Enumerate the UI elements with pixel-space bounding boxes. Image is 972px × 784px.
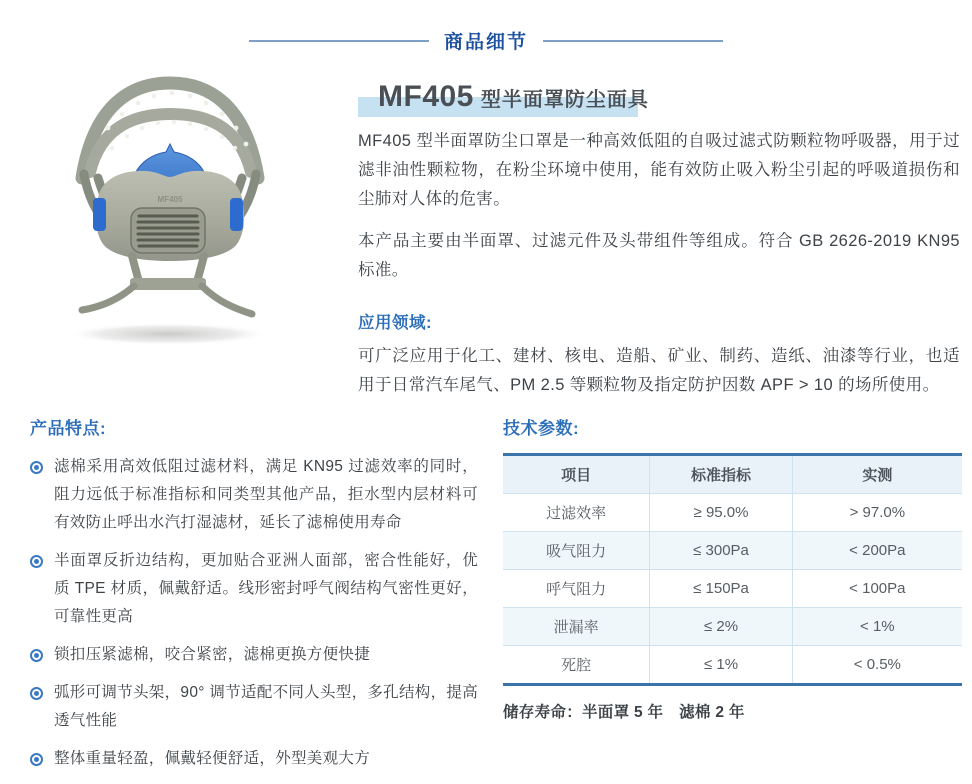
feature-item bbox=[30, 745, 478, 773]
feature-bullet-icon bbox=[30, 687, 43, 700]
specs-section bbox=[478, 414, 972, 783]
spec-cell: 吸气阻力 bbox=[503, 532, 650, 570]
spec-cell: ≤ 1% bbox=[650, 646, 792, 685]
spec-cell: 泄漏率 bbox=[503, 608, 650, 646]
feature-bullet-icon bbox=[30, 461, 43, 474]
section-header bbox=[0, 0, 972, 54]
features-heading: 产品特点: bbox=[30, 419, 107, 438]
spec-table bbox=[503, 453, 962, 686]
product-model: MF405 bbox=[378, 80, 474, 113]
application-text: 可广泛应用于化工、建材、核电、造船、矿业、制药、造纸、油漆等行业，也适用于日常汽车尾气、PM 2.5 等颗粒物及指定防护因数 APF > 10 的场所使用。 bbox=[358, 347, 960, 394]
feature-bullet-icon bbox=[30, 753, 43, 766]
feature-text: 半面罩反折边结构，更加贴合亚洲人面部，密合性能好，优质 TPE 材质，佩戴舒适。线形密封呼气阀结构气密性更好，可靠性更高 bbox=[54, 552, 478, 625]
spec-cell: 过滤效率 bbox=[503, 494, 650, 532]
spec-row bbox=[503, 570, 962, 608]
product-description-1: MF405 型半面罩防尘口罩是一种高效低阻的自吸过滤式防颗粒物呼吸器，用于过滤非油性颗粒物，在粉尘环境中使用，能有效防止吸入粉尘引起的呼吸道损伤和尘肺对人体的危害。 bbox=[358, 132, 960, 208]
spec-cell: 死腔 bbox=[561, 657, 592, 674]
spec-cell: < 1% bbox=[792, 608, 962, 646]
spec-cell: > 97.0% bbox=[792, 494, 962, 532]
spec-column-header: 项目 bbox=[503, 455, 650, 494]
feature-item bbox=[30, 453, 478, 537]
feature-text: 锁扣压紧滤棉，咬合紧密，滤棉更换方便快捷 bbox=[54, 646, 371, 663]
spec-cell: < 0.5% bbox=[792, 646, 962, 685]
spec-table-body bbox=[503, 494, 962, 685]
feature-text: 滤棉采用高效低阻过滤材料，满足 KN95 过滤效率的同时，阻力远低于标准指标和同类型其他产品，拒水型内层材料可有效防止呼出水汽打湿滤材，延长了滤棉使用寿命 bbox=[54, 458, 478, 531]
spec-column-header: 标准指标 bbox=[650, 455, 792, 494]
bottom-row bbox=[0, 414, 972, 783]
intro-column bbox=[358, 76, 972, 400]
spec-cell: ≤ 150Pa bbox=[650, 570, 792, 608]
feature-item bbox=[30, 547, 478, 631]
spec-row bbox=[503, 608, 962, 646]
spec-row bbox=[503, 532, 962, 570]
top-row bbox=[0, 76, 972, 400]
product-title-suffix: 型半面罩防尘面具 bbox=[480, 89, 649, 111]
feature-text: 整体重量轻盈，佩戴轻便舒适，外型美观大方 bbox=[54, 750, 371, 767]
spec-cell: < 200Pa bbox=[792, 532, 962, 570]
feature-text: 弧形可调节头架，90° 调节适配不同人头型，多孔结构，提高透气性能 bbox=[54, 684, 478, 729]
application-heading: 应用领域: bbox=[358, 314, 432, 332]
spec-cell: 呼气阻力 bbox=[503, 570, 650, 608]
product-description-2: 本产品主要由半面罩、过滤元件及头带组件等组成。符合 GB 2626-2019 KN95 标准。 bbox=[358, 232, 960, 279]
spec-cell: < 100Pa bbox=[792, 570, 962, 608]
specs-heading: 技术参数: bbox=[503, 419, 580, 438]
spec-cell: ≥ 95.0% bbox=[650, 494, 792, 532]
spec-row bbox=[503, 646, 962, 685]
spec-column-header: 实测 bbox=[792, 455, 962, 494]
feature-bullet-icon bbox=[30, 649, 43, 662]
feature-item bbox=[30, 679, 478, 735]
header-divider-right bbox=[543, 40, 723, 42]
spec-cell: ≤ 300Pa bbox=[650, 532, 792, 570]
storage-life-note: 储存寿命：半面罩 5 年 滤棉 2 年 bbox=[503, 704, 745, 721]
feature-bullet-icon bbox=[30, 555, 43, 568]
spec-cell: ≤ 2% bbox=[650, 608, 792, 646]
product-image bbox=[0, 76, 358, 400]
header-divider-left bbox=[249, 40, 429, 42]
svg-text:MF405: MF405 bbox=[157, 195, 183, 204]
respirator-mask-image bbox=[38, 76, 298, 366]
spec-header-row bbox=[503, 455, 962, 494]
spec-row bbox=[503, 494, 962, 532]
feature-list bbox=[30, 453, 478, 773]
features-section bbox=[0, 414, 478, 783]
section-title: 商品细节 bbox=[443, 32, 528, 53]
product-title bbox=[358, 80, 649, 114]
feature-item bbox=[30, 641, 478, 669]
